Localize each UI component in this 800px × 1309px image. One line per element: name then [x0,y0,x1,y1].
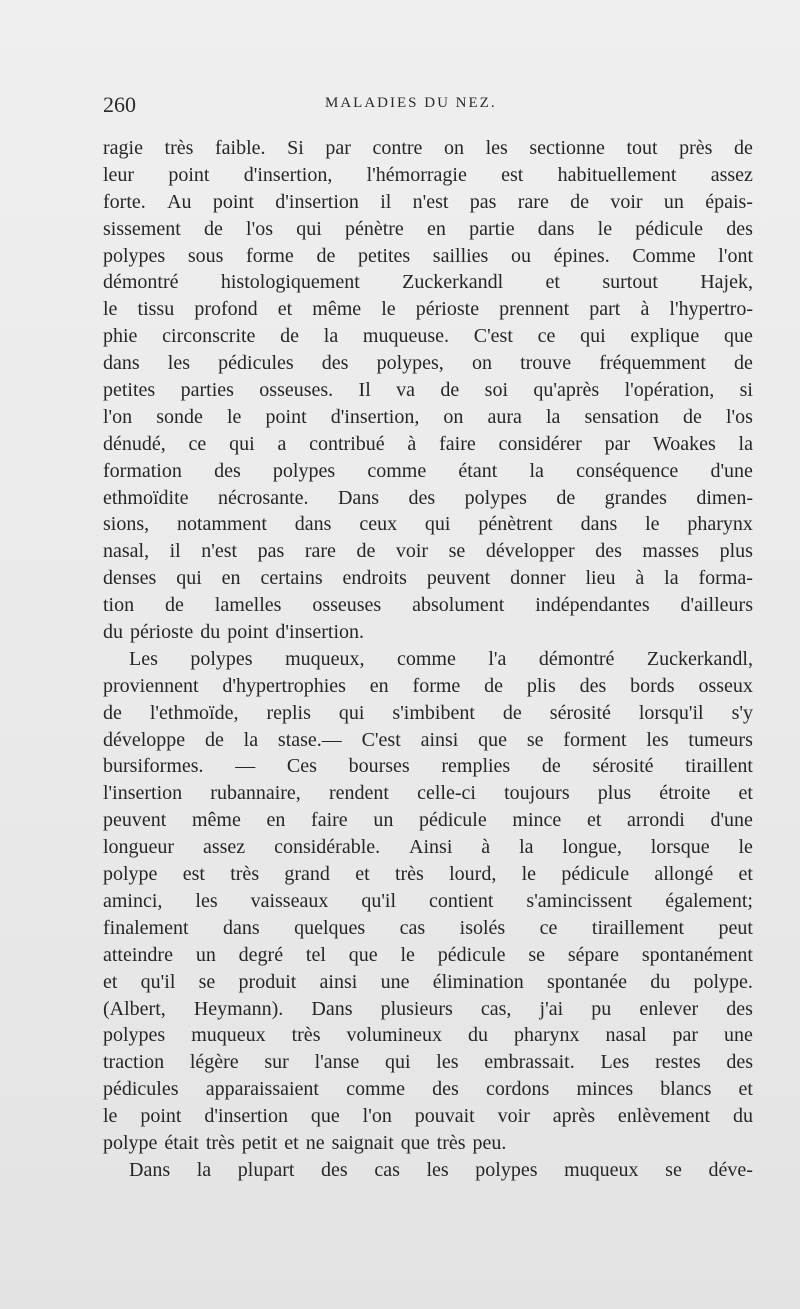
text-line: sions, notamment dans ceux qui pénètrent dans le pharynx [103,513,753,536]
text-line: tion de lamelles osseuses absolument indépendantes d'ailleurs [103,594,753,617]
text-line: (Albert, Heymann). Dans plusieurs cas, j'ai pu enlever des [103,997,753,1020]
text-line: ethmoïdite nécrosante. Dans des polypes de grandes dimen- [103,486,753,509]
text-line: finalement dans quelques cas isolés ce tiraillement peut [103,916,753,939]
page-header [103,92,753,120]
text-line: l'on sonde le point d'insertion, on aura la sensation de l'os [103,405,753,428]
text-line: l'insertion rubannaire, rendent celle-ci toujours plus étroite et [103,782,753,805]
text-line: proviennent d'hypertrophies en forme de plis des bords osseux [103,674,753,697]
text-line: forte. Au point d'insertion il n'est pas rare de voir un épais- [103,190,753,213]
text-line: bursiformes. — Ces bourses remplies de sérosité tiraillent [103,755,753,778]
body-text [103,135,753,1184]
text-line: peuvent même en faire un pédicule mince et arrondi d'une [103,809,753,832]
text-line: petites parties osseuses. Il va de soi qu'après l'opération, si [103,379,753,402]
text-line: pédicules apparaissaient comme des cordons minces blancs et [103,1078,753,1101]
running-head: MALADIES DU NEZ. [325,95,497,111]
text-line: ragie très faible. Si par contre on les sectionne tout près de [103,137,753,159]
text-line: Les polypes muqueux, comme l'a démontré Zuckerkandl, [129,647,753,670]
text-line: développe de la stase.— C'est ainsi que se forment les tumeurs [103,728,753,751]
text-line: polype est très grand et très lourd, le pédicule allongé et [103,863,753,886]
text-line: polypes muqueux très volumineux du pharynx nasal par une [103,1024,753,1047]
text-line: denses qui en certains endroits peuvent donner lieu à la forma- [103,567,753,590]
text-line: sissement de l'os qui pénètre en partie dans le pédicule des [103,217,753,240]
text-line: dans les pédicules des polypes, on trouve fréquemment de [103,352,753,375]
text-line: et qu'il se produit ainsi une élimination spontanée du polype. [103,970,753,993]
text-line: polype était très petit et ne saignait que très peu. [103,1131,507,1154]
text-line: phie circonscrite de la muqueuse. C'est ce qui explique que [103,325,753,348]
text-line: démontré histologiquement Zuckerkandl et surtout Hajek, [103,271,753,294]
text-line: du périoste du point d'insertion. [103,621,365,644]
text-line: dénudé, ce qui a contribué à faire considérer par Woakes la [103,432,753,455]
text-line: formation des polypes comme étant la conséquence d'une [103,459,753,482]
page-number: 260 [103,92,136,117]
text-line: le tissu profond et même le périoste prennent part à l'hypertro- [103,298,753,321]
text-line: longueur assez considérable. Ainsi à la longue, lorsque le [103,836,753,859]
text-line: polypes sous forme de petites saillies ou épines. Comme l'ont [103,244,753,267]
text-line: le point d'insertion que l'on pouvait voir après enlèvement du [103,1105,753,1128]
text-line: Dans la plupart des cas les polypes muqueux se déve- [129,1158,753,1181]
text-line: traction légère sur l'anse qui les embrassait. Les restes des [103,1051,753,1074]
text-line: de l'ethmoïde, replis qui s'imbibent de sérosité lorsqu'il s'y [103,701,753,724]
text-line: atteindre un degré tel que le pédicule se sépare spontanément [103,943,753,966]
text-line: nasal, il n'est pas rare de voir se développer des masses plus [103,540,753,563]
text-line: aminci, les vaisseaux qu'il contient s'amincissent également; [103,889,753,912]
text-line: leur point d'insertion, l'hémorragie est habituellement assez [103,163,753,186]
